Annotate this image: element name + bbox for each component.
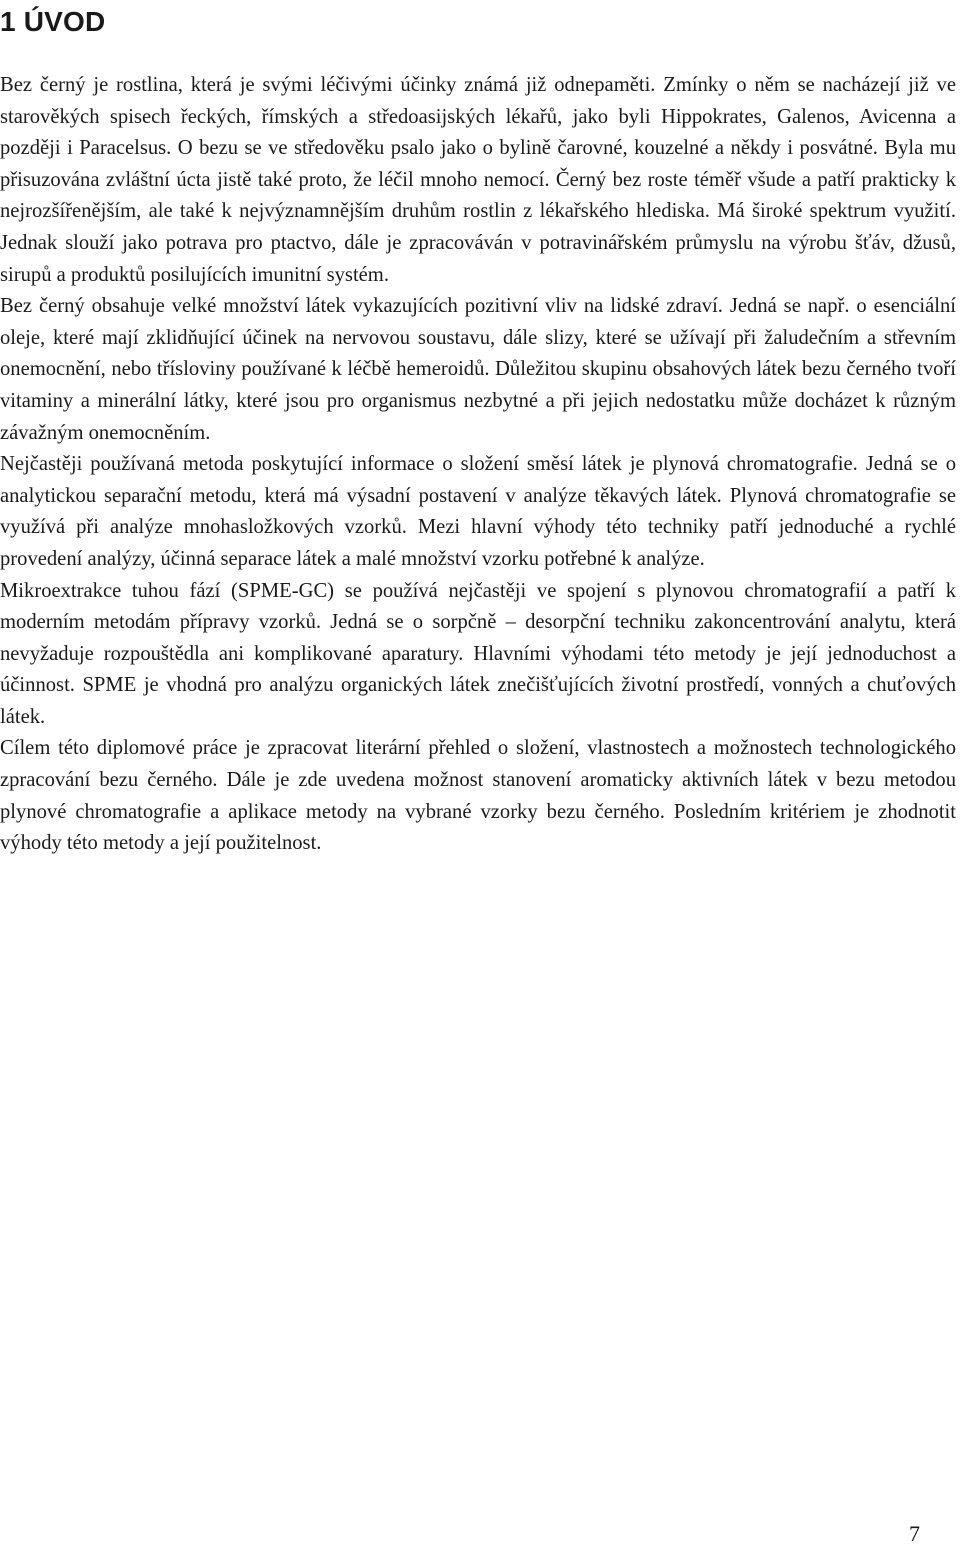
page-number: 7 <box>909 1521 920 1546</box>
paragraph-spme: Mikroextrakce tuhou fází (SPME-GC) se používá nejčastěji ve spojení s plynovou chromatografií a patří k moderním metodám přípravy vzorků. Jedná se o sorpčně – desorpční techniku zakoncentrování analytu, která nevyžaduje rozpouštědla ani komplikované aparatury. Hlavními výhodami této metody je její jednoduchost a účinnost. SPME je vhodná pro analýzu organických látek znečišťujících životní prostředí, vonných a chuťových látek. <box>0 579 956 728</box>
chapter-body <box>0 70 956 860</box>
paragraph-chromatography: Nejčastěji používaná metoda poskytující informace o složení směsí látek je plynová chromatografie. Jedná se o analytickou separační metodu, která má výsadní postavení v analýze těkavých látek. Plynová chromatografie se využívá při analýze mnohasložkových vzorků. Mezi hlavní výhody této techniky patří jednoduché a rychlé provedení analýzy, účinná separace látek a malé množství vzorku potřebné k analýze. <box>0 453 956 570</box>
paragraph-composition: Bez černý obsahuje velké množství látek vykazujících pozitivní vliv na lidské zdraví. Jedná se např. o esenciální oleje, které mají zklidňující účinek na nervovou soustavu, dále slizy, které se užívají při žaludečním a střevním onemocnění, nebo třísloviny používané k léčbě hemeroidů. Důležitou skupinu obsahových látek bezu černého tvoří vitaminy a minerální látky, které jsou pro organismus nezbytné a při jejich nedostatku může docházet k různým závažným onemocněním. <box>0 295 956 444</box>
paragraph-intro: Bez černý je rostlina, která je svými léčivými účinky známá již odnepaměti. Zmínky o něm se nacházejí již ve starověkých spisech řeckých, římských a středoasijských lékařů, jako byli Hippokrates, Galenos, Avicenna a později i Paracelsus. O bezu se ve středověku psalo jako o bylině čarovné, kouzelné a někdy i posvátné. Byla mu přisuzována zvláštní úcta jistě také proto, že léčil mnoho nemocí. Černý bez roste téměř všude a patří prakticky k nejrozšířenějším, ale také k nejvýznamnějším druhům rostlin z lékařského hlediska. Má široké spektrum využití. Jednak slouží jako potrava pro ptactvo, dále je zpracováván v potravinářském průmyslu na výrobu šťáv, džusů, sirupů a produktů posilujících imunitní systém. <box>0 74 956 286</box>
paragraph-goal: Cílem této diplomové práce je zpracovat literární přehled o složení, vlastnostech a možnostech technologického zpracování bezu černého. Dále je zde uvedena možnost stanovení aromaticky aktivních látek v bezu metodou plynové chromatografie a aplikace metody na vybrané vzorky bezu černého. Posledním kritériem je zhodnotit výhody této metody a její použitelnost. <box>0 737 956 855</box>
chapter-heading: 1 ÚVOD <box>0 6 106 37</box>
